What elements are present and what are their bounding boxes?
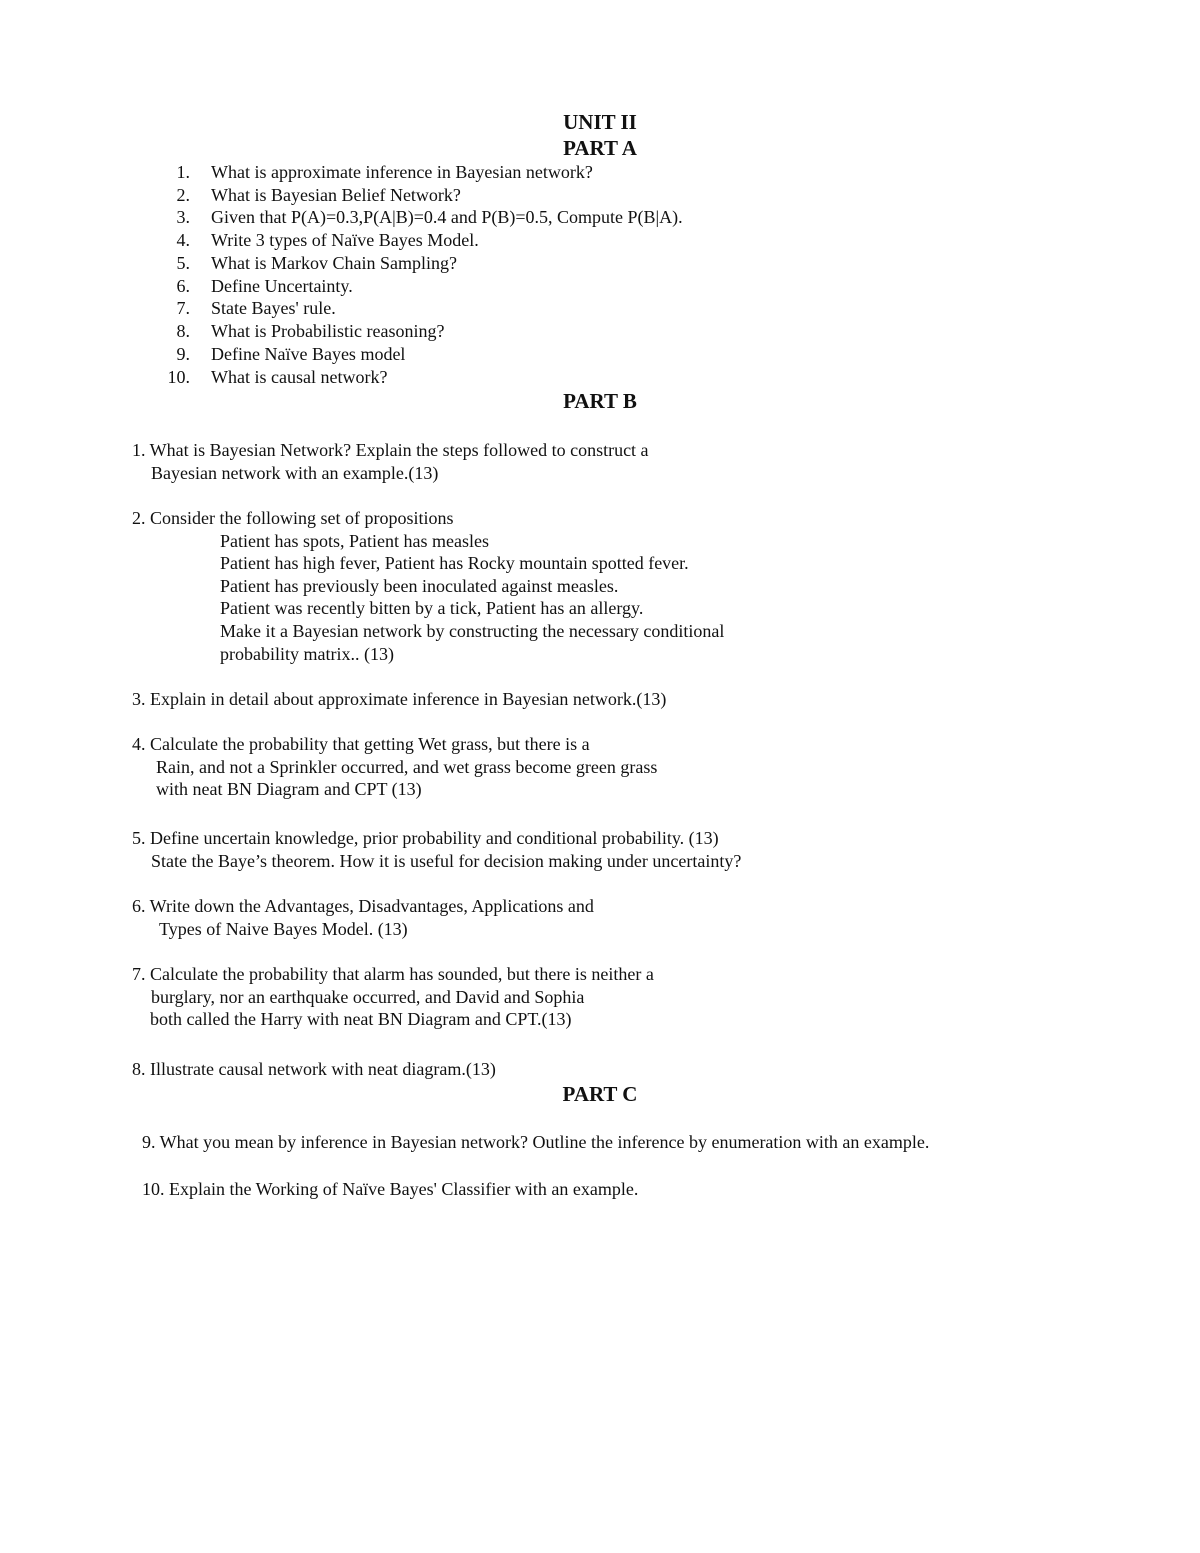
- question-line: Patient has high fever, Patient has Rocky mountain spotted fever.: [220, 553, 689, 573]
- question-line: 6. Write down the Advantages, Disadvantages, Applications and: [132, 896, 594, 916]
- unit-title: UNIT II: [563, 110, 637, 134]
- question-line: Bayesian network with an example.(13): [151, 463, 439, 483]
- question-line: burglary, nor an earthquake occurred, and David and Sophia: [151, 987, 585, 1007]
- document-page: UNIT II PART A 1. What is approximate inference in Bayesian network? 2. What is Bayesian Belief Network? 3. Given that P(A)=0.3,P(A|B)=0.4 and P(B)=0.5, Compute P(B|A). 4. Write 3 types of Naïve Bayes Model. 5. What is Markov Chain Sampling? 6. Define Uncertainty. 7. State Bayes' rule. 8. What is Probabilistic reasoning? 9. Define Naïve Bayes model 10. What is causal network? PART B 1. What is Bayesian Network? Explain the steps followed to construct a Bayesian network with an example.(13) 2. Consider the following set of propositions Patient has spots, Patient has measles Patient has high fever, Patient has Rocky mountain spotted fever. Patient has previously been inoculated against measles. Patient was recently bitten by a tick, Patient has an allergy. Make it a Bayesian network by constructing the necessary conditional probability matrix.. (13) 3. Explain in detail about approximate inference in Bayesian network.(13) 4. Calculate the probability that getting Wet grass, but there is a Rain, and not a Sprinkler occurred, and wet grass become green grass with neat BN Diagram and CPT (13) 5. Define uncertain knowledge, prior probability and conditional probability. (13) State the Baye’s theorem. How it is useful for decision making under uncertainty? 6. Write down the Advantages, Disadvantages, Applications and Types of Naive Bayes Model. (13) 7. Calculate the probability that alarm has sounded, but there is neither a burglary, nor an earthquake occurred, and David and Sophia both called the Harry with neat BN Diagram and CPT.(13) 8. Illustrate causal network with neat diagram.(13) PART C 9. What you mean by inference in Bayesian network? Outline the inference by enumeration with an example. 10. Explain the Working of Naïve Bayes' Classifier with an example.: [0, 0, 1200, 1553]
- question-line: 1. What is Bayesian Network? Explain the steps followed to construct a: [132, 440, 649, 460]
- question-line: State the Baye’s theorem. How it is useful for decision making under uncertainty?: [151, 851, 742, 871]
- question-line: 10. Explain the Working of Naïve Bayes' Classifier with an example.: [142, 1179, 639, 1199]
- question-line: Patient was recently bitten by a tick, Patient has an allergy.: [220, 598, 644, 618]
- question-line: 3. Explain in detail about approximate inference in Bayesian network.(13): [132, 689, 667, 709]
- question-line: Types of Naive Bayes Model. (13): [159, 919, 408, 939]
- question-line: 4. Calculate the probability that getting Wet grass, but there is a: [132, 734, 590, 754]
- question-line: both called the Harry with neat BN Diagram and CPT.(13): [150, 1009, 572, 1029]
- question-line: Rain, and not a Sprinkler occurred, and wet grass become green grass: [156, 757, 658, 777]
- question-line: Make it a Bayesian network by constructing the necessary conditional: [220, 621, 725, 641]
- question-line: 2. Consider the following set of propositions: [132, 508, 454, 528]
- question-line: Patient has previously been inoculated against measles.: [220, 576, 619, 596]
- part-a-title: PART A: [563, 136, 637, 160]
- question-line: with neat BN Diagram and CPT (13): [156, 779, 422, 799]
- question-line: 9. What you mean by inference in Bayesian network? Outline the inference by enumeration with an example.: [142, 1132, 930, 1152]
- question-line: 5. Define uncertain knowledge, prior probability and conditional probability. (13): [132, 828, 719, 848]
- question-line: 7. Calculate the probability that alarm has sounded, but there is neither a: [132, 964, 654, 984]
- part-b-title: PART B: [563, 389, 637, 413]
- question-line: 8. Illustrate causal network with neat diagram.(13): [132, 1059, 496, 1079]
- question-line: Patient has spots, Patient has measles: [220, 531, 489, 551]
- question-line: probability matrix.. (13): [220, 644, 394, 664]
- part-c-title: PART C: [562, 1082, 638, 1106]
